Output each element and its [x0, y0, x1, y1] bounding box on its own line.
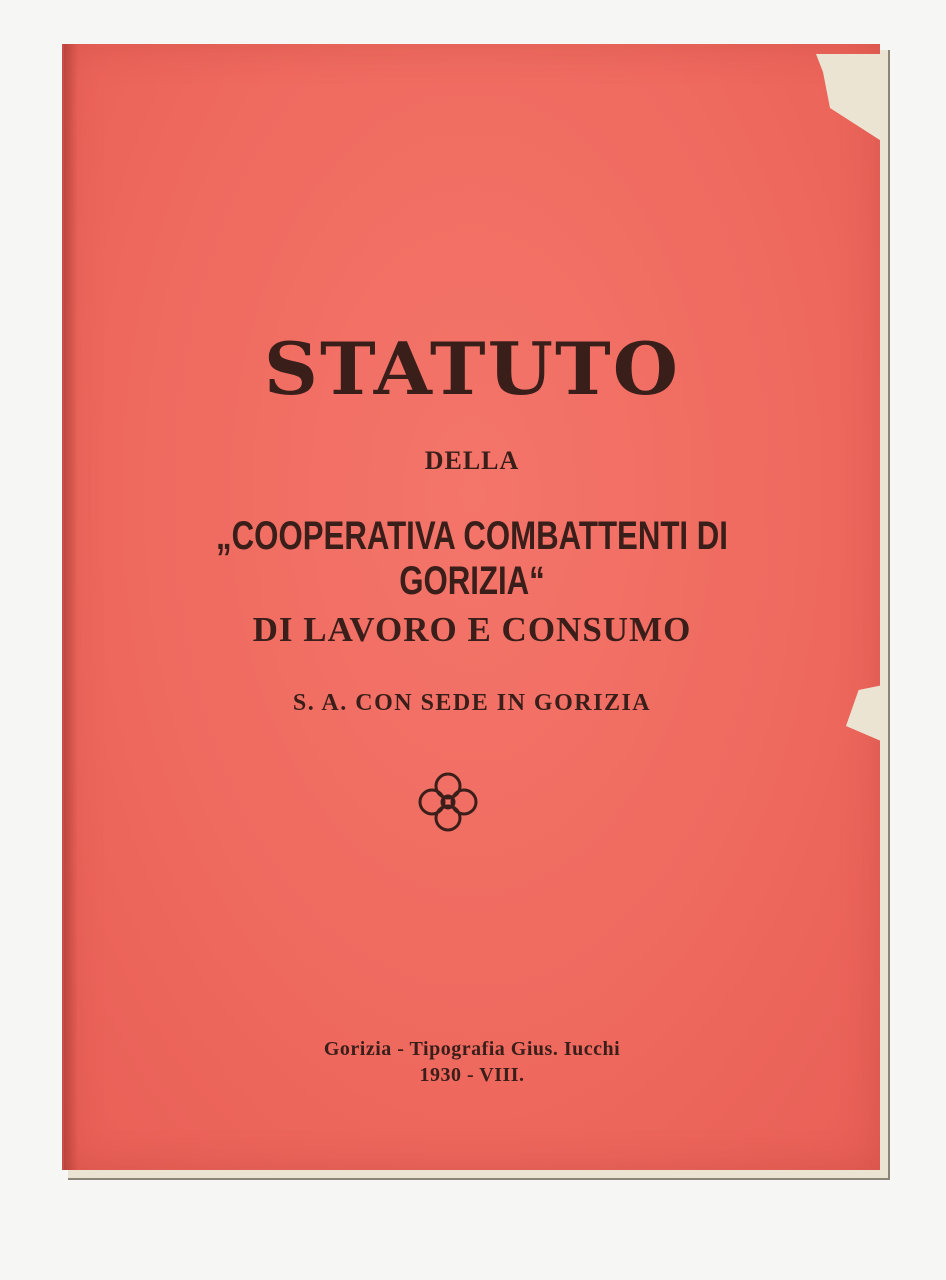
seat-line: S. A. CON SEDE IN GORIZIA	[292, 690, 652, 716]
imprint-line-2: 1930 - VIII.	[419, 1064, 525, 1086]
torn-corner	[816, 54, 886, 144]
booklet-cover	[62, 44, 880, 1170]
spine-shadow	[64, 44, 78, 1170]
printer-imprint	[64, 1036, 880, 1088]
knot-ornament-icon	[410, 764, 486, 840]
organization-name: „COOPERATIVA COMBATTENTI DI GORIZIA“	[216, 514, 728, 603]
cover-preposition: DELLA	[424, 446, 520, 475]
cover-subtitle: DI LAVORO E CONSUMO	[252, 610, 692, 649]
imprint-line-1: Gorizia - Tipografia Gius. Iucchi	[323, 1038, 621, 1060]
cover-title: STATUTO	[263, 326, 681, 411]
